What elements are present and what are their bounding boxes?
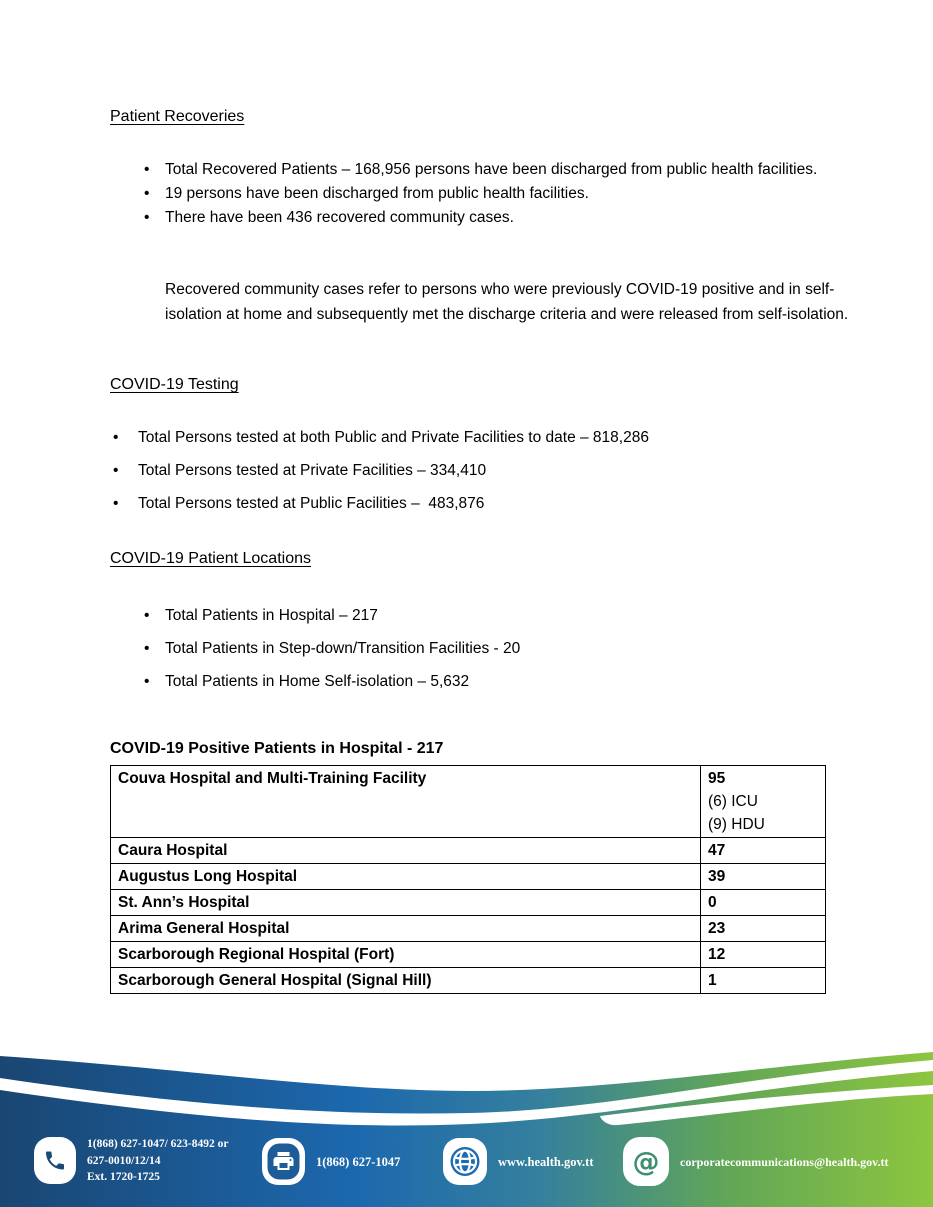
facility-cell: Scarborough General Hospital (Signal Hill) (111, 968, 701, 994)
contact-email (623, 1137, 888, 1188)
bullet-tested-private: • Total Persons tested at Private Facilities – 334,410 (110, 459, 890, 483)
bullet-patients-stepdown: • Total Patients in Step-down/Transition Facilities - 20 (140, 637, 870, 661)
fax-number: 1(868) 627-1047 (316, 1155, 401, 1169)
section-heading-patient-locations: COVID-19 Patient Locations (110, 550, 311, 567)
phone-icon (34, 1136, 76, 1186)
patient-locations-list (140, 604, 870, 703)
website-url: www.health.gov.tt (498, 1155, 594, 1169)
globe-icon (443, 1138, 487, 1187)
count-detail-icu: (6) ICU (708, 793, 758, 810)
bullet-patients-hospital: • Total Patients in Hospital – 217 (140, 604, 870, 628)
facility-cell: Arima General Hospital (111, 916, 701, 942)
section-heading-patient-recoveries: Patient Recoveries (110, 108, 245, 125)
count-cell (701, 766, 826, 838)
count-cell: 47 (701, 838, 826, 864)
email-address: corporatecommunications@health.gov.tt (680, 1155, 889, 1169)
section-heading-covid-testing: COVID-19 Testing (110, 376, 239, 393)
count-cell: 0 (701, 890, 826, 916)
contact-phone (34, 1136, 229, 1186)
table-row (111, 916, 826, 942)
contact-fax (262, 1138, 400, 1187)
facility-cell: Augustus Long Hospital (111, 864, 701, 890)
bullet-discharged-today: • 19 persons have been discharged from public health facilities. (140, 182, 840, 206)
facility-cell: Couva Hospital and Multi-Training Facility (111, 766, 701, 838)
count-cell: 23 (701, 916, 826, 942)
covid-testing-list (110, 426, 890, 525)
facility-cell: Scarborough Regional Hospital (Fort) (111, 942, 701, 968)
bullet-total-recovered: • Total Recovered Patients – 168,956 persons have been discharged from public health facilities. (140, 158, 840, 182)
count-detail-hdu: (9) HDU (708, 816, 765, 833)
patient-recoveries-list (140, 158, 840, 230)
table-row (111, 864, 826, 890)
facility-cell: Caura Hospital (111, 838, 701, 864)
table-row (111, 968, 826, 994)
count-cell: 1 (701, 968, 826, 994)
bullet-tested-total: • Total Persons tested at both Public and Private Facilities to date – 818,286 (110, 426, 890, 450)
hospital-patients-table (110, 765, 826, 994)
table-row (111, 890, 826, 916)
count-cell: 39 (701, 864, 826, 890)
hospital-table-title: COVID-19 Positive Patients in Hospital - 217 (110, 740, 444, 757)
phone-numbers: 1(868) 627-1047/ 623-8492 or 627-0010/12/14 Ext. 1720-1725 (87, 1138, 229, 1184)
bullet-community-recovered: • There have been 436 recovered community cases. (140, 206, 840, 230)
bullet-tested-public: • Total Persons tested at Public Facilities – 483,876 (110, 492, 890, 516)
table-row (111, 838, 826, 864)
count-value: 95 (708, 770, 726, 787)
table-row (111, 766, 826, 838)
contact-website (443, 1138, 594, 1187)
count-cell: 12 (701, 942, 826, 968)
table-row (111, 942, 826, 968)
community-cases-note: Recovered community cases refer to persons who were previously COVID-19 positive and in self-isolation at home and subsequently met the discharge criteria and were released from self-isolation. (165, 281, 849, 323)
fax-icon (262, 1138, 305, 1187)
facility-cell: St. Ann’s Hospital (111, 890, 701, 916)
bullet-patients-home: • Total Patients in Home Self-isolation – 5,632 (140, 670, 870, 694)
svg-text:@: @ (632, 1147, 660, 1178)
email-icon (623, 1137, 669, 1188)
